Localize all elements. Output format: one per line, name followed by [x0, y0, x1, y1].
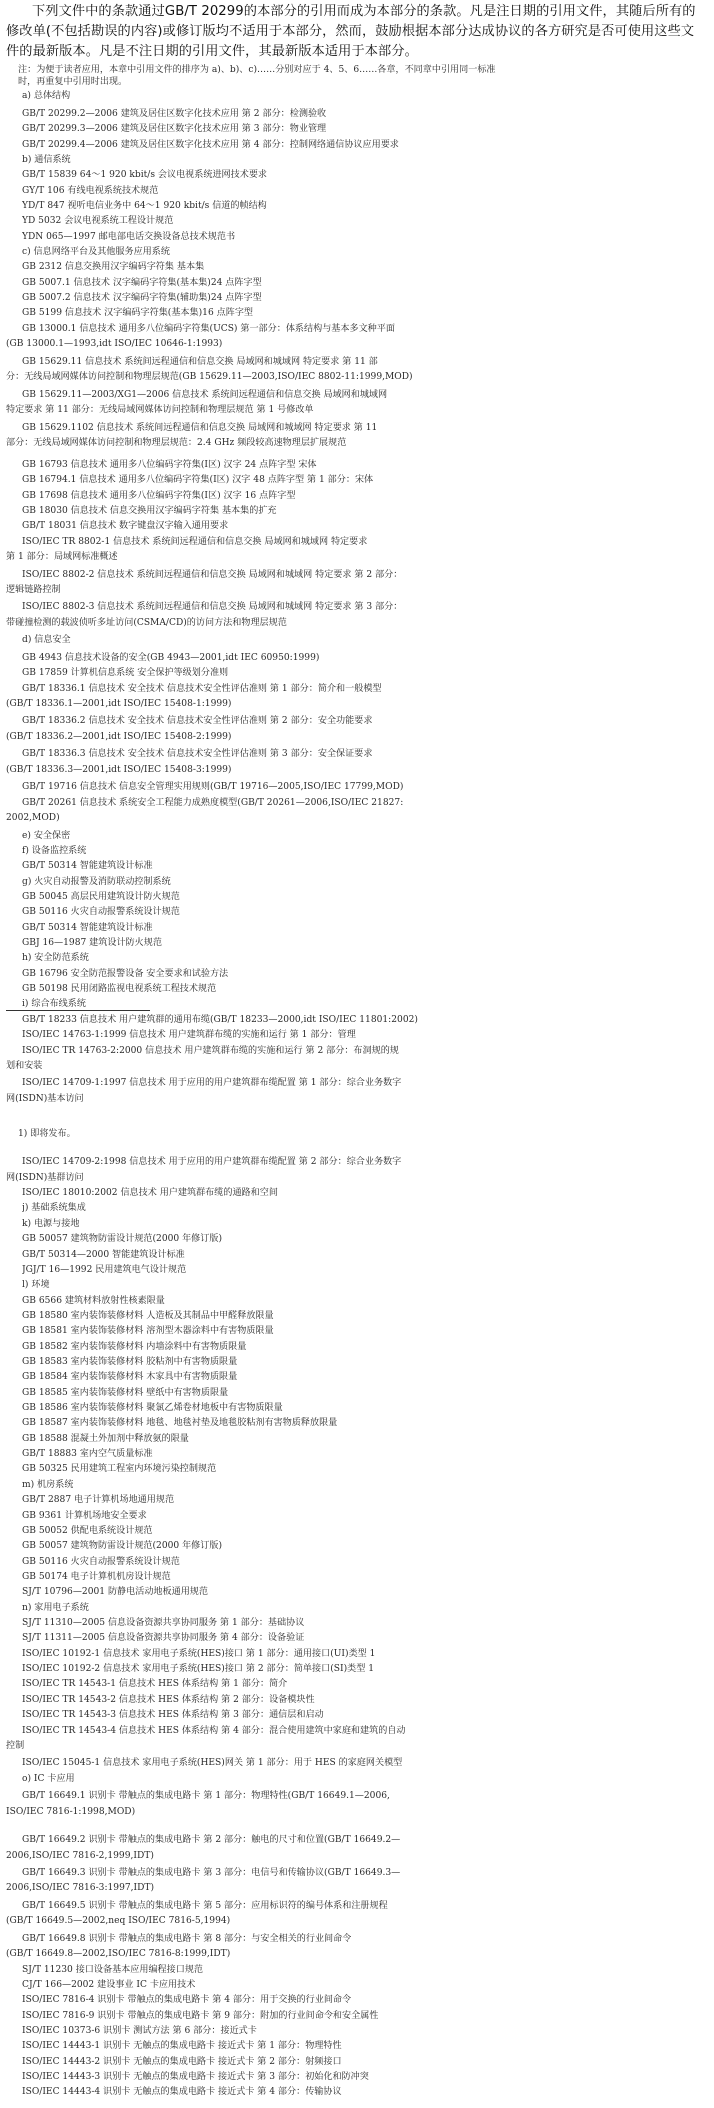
reference-line: GB 5007.1 信息技术 汉字编码字符集(基本集)24 点阵字型: [22, 278, 262, 288]
reference-line: GB 17698 信息技术 通用多八位编码字符集(Ⅰ区) 汉字 16 点阵字型: [22, 491, 296, 501]
reference-line: (GB/T 18336.1—2001,idt ISO/IEC 15408-1:1999): [6, 699, 232, 709]
reference-line: 部分：无线局域网媒体访问控制和物理层规范：2.4 GHz 频段较高速物理层扩展规范: [6, 438, 347, 448]
reference-line: GB/T 16649.8 识别卡 带触点的集成电路卡 第 8 部分：与安全相关的行业间命令: [22, 1934, 352, 1944]
reference-line: GB/T 50314 智能建筑设计标准: [22, 861, 153, 871]
reference-line: (GB/T 18336.2—2001,idt ISO/IEC 15408-2:1999): [6, 732, 232, 742]
reference-line: 划和安装: [6, 1061, 43, 1071]
reference-line: ISO/IEC 7816-4 识别卡 带触点的集成电路卡 第 4 部分：用于交换的行业间命令: [22, 1995, 352, 2005]
reference-line: 分：无线局域网媒体访问控制和物理层规范(GB 15629.11—2003,ISO/IEC 8802-11:1999,MOD): [6, 372, 413, 382]
reference-line: 2006,ISO/IEC 7816-2,1999,IDT): [6, 1851, 154, 1861]
reference-line: 2006,ISO/IEC 7816-3:1997,IDT): [6, 1883, 155, 1893]
reference-line: GB 50057 建筑物防雷设计规范(2000 年修订版): [22, 1234, 223, 1244]
reference-line: GB/T 20299.2—2006 建筑及居住区数字化技术应用 第 2 部分：检测验收: [22, 109, 327, 119]
reference-line: ISO/IEC TR 14543-4 信息技术 HES 体系结构 第 4 部分：混合使用建筑中家庭和建筑的自动: [22, 1726, 406, 1736]
reference-line: GB 18585 室内装饰装修材料 壁纸中有害物质限量: [22, 1388, 229, 1398]
reference-line: GB 18586 室内装饰装修材料 聚氯乙烯卷材地板中有害物质限量: [22, 1403, 283, 1413]
reference-line: GB/T 50314—2000 智能建筑设计标准: [22, 1250, 185, 1260]
reference-line: ISO/IEC 8802-2 信息技术 系统间远程通信和信息交换 局域网和城域网 特定要求 第 2 部分：: [22, 570, 403, 580]
footnote-rule: [6, 1010, 150, 1011]
intro-paragraph: [6, 2, 706, 62]
reference-line: GB/T 18031 信息技术 数字键盘汉字输入通用要求: [22, 521, 229, 531]
reference-line: ISO/IEC 8802-3 信息技术 系统间远程通信和信息交换 局域网和城域网 特定要求 第 3 部分：: [22, 602, 403, 612]
reference-line: 第 1 部分：局域网标准概述: [6, 552, 118, 562]
reference-line: ISO/IEC TR 14763-2:2000 信息技术 用户建筑群布缆的实施和运行 第 2 部分：布洞规的规: [22, 1046, 399, 1056]
reference-line: ISO/IEC 14443-3 识别卡 无触点的集成电路卡 接近式卡 第 3 部分：初始化和防冲突: [22, 2072, 369, 2082]
reference-line: GB 16793 信息技术 通用多八位编码字符集(Ⅰ区) 汉字 24 点阵字型 宋体: [22, 460, 317, 470]
reference-line: 1) 即将发布。: [18, 1129, 76, 1139]
reference-line: ISO/IEC 10373-6 识别卡 测试方法 第 6 部分：接近式卡: [22, 2026, 257, 2036]
reference-line: JGJ/T 16—1992 民用建筑电气设计规范: [22, 1265, 187, 1275]
reference-line: d) 信息安全: [22, 635, 71, 645]
reference-line: ISO/IEC 18010:2002 信息技术 用户建筑群布缆的通路和空间: [22, 1188, 278, 1198]
reference-line: ISO/IEC TR 14543-3 信息技术 HES 体系结构 第 3 部分：通信层和启动: [22, 1710, 324, 1720]
reference-line: YDN 065—1997 邮电部电话交换设备总技术规范书: [22, 232, 236, 242]
reference-line: (GB 13000.1—1993,idt ISO/IEC 10646-1:1993): [6, 339, 223, 349]
reference-line: GB 16794.1 信息技术 通用多八位编码字符集(Ⅰ区) 汉字 48 点阵字型 第 1 部分：宋体: [22, 475, 374, 485]
reference-line: CJ/T 166—2002 建设事业 IC 卡应用技术: [22, 1980, 196, 1990]
reference-line: GB 50174 电子计算机机房设计规范: [22, 1572, 171, 1582]
reference-line: h) 安全防范系统: [22, 953, 89, 963]
reference-line: GB 15629.11—2003/XG1—2006 信息技术 系统间远程通信和信息交换 局域网和城域网: [22, 390, 388, 400]
reference-line: ISO/IEC TR 8802-1 信息技术 系统间远程通信和信息交换 局域网和城域网 特定要求: [22, 537, 368, 547]
reference-line: GB/T 20261 信息技术 系统安全工程能力成熟度模型(GB/T 20261—2006,ISO/IEC 21827:: [22, 798, 404, 808]
reference-line: GB/T 16649.3 识别卡 带触点的集成电路卡 第 3 部分：电信号和传输协议(GB/T 16649.3—: [22, 1868, 401, 1878]
reference-line: GB 6566 建筑材料放射性核素限量: [22, 1296, 165, 1306]
reference-line: GB 18588 混凝土外加剂中释放氨的限量: [22, 1434, 189, 1444]
reference-line: m) 机房系统: [22, 1480, 74, 1490]
intro-text: 下列文件中的条款通过GB/T 20299的本部分的引用而成为本部分的条款。凡是注日期的引用文件，其随后所有的修改单(不包括勘误的内容)或修订版均不适用于本部分，然而，鼓励根据本部分达成协议的各方研究是否可使用这些文件的最新版本。凡是不注日期的引用文件，其最新版本适用于本部分。: [6, 4, 696, 59]
reference-line: GB 18583 室内装饰装修材料 胶粘剂中有害物质限量: [22, 1357, 238, 1367]
reference-line: (GB/T 16649.8—2002,ISO/IEC 7816-8:1999,IDT): [6, 1949, 231, 1959]
reference-line: GB/T 18336.3 信息技术 安全技术 信息技术安全性评估准则 第 3 部分：安全保证要求: [22, 749, 373, 759]
reference-line: SJ/T 11310—2005 信息设备资源共享协同服务 第 1 部分：基础协议: [22, 1618, 305, 1628]
reference-line: GB/T 18336.2 信息技术 安全技术 信息技术安全性评估准则 第 2 部分：安全功能要求: [22, 716, 373, 726]
reference-line: GB 9361 计算机场地安全要求: [22, 1511, 147, 1521]
reference-line: GB 15629.11 信息技术 系统间远程通信和信息交换 局域网和城域网 特定要求 第 11 部: [22, 357, 378, 367]
reference-line: GB 18581 室内装饰装修材料 溶剂型木器涂料中有害物质限量: [22, 1326, 274, 1336]
reference-line: GB/T 20299.4—2006 建筑及居住区数字化技术应用 第 4 部分：控制网络通信协议应用要求: [22, 140, 399, 150]
reference-line: GB 50198 民用闭路监视电视系统工程技术规范: [22, 984, 217, 994]
reference-line: f) 设备监控系统: [22, 846, 87, 856]
reference-line: GB/T 2887 电子计算机场地通用规范: [22, 1495, 175, 1505]
reference-line: SJ/T 11311—2005 信息设备资源共享协同服务 第 4 部分：设备验证: [22, 1633, 305, 1643]
reference-line: GB 50057 建筑物防雷设计规范(2000 年修订版): [22, 1541, 223, 1551]
reference-line: GB/T 18233 信息技术 用户建筑群的通用布缆(GB/T 18233—2000,idt ISO/IEC 11801:2002): [22, 1015, 418, 1025]
reference-line: a) 总体结构: [22, 91, 71, 101]
reference-line: (GB/T 16649.5—2002,neq ISO/IEC 7816-5,1994): [6, 1916, 231, 1926]
reference-line: GB 18587 室内装饰装修材料 地毯、地毯衬垫及地毯胶粘剂有害物质释放限量: [22, 1418, 338, 1428]
reference-line: ISO/IEC TR 14543-1 信息技术 HES 体系结构 第 1 部分：简介: [22, 1679, 288, 1689]
reference-line: GB/T 50314 智能建筑设计标准: [22, 923, 153, 933]
reference-line: n) 家用电子系统: [22, 1603, 89, 1613]
reference-line: 2002,MOD): [6, 813, 60, 823]
reference-line: SJ/T 11230 接口设备基本应用编程接口规范: [22, 1965, 204, 1975]
reference-line: GB 5199 信息技术 汉字编码字符集(基本集)16 点阵字型: [22, 308, 254, 318]
reference-line: SJ/T 10796—2001 防静电活动地板通用规范: [22, 1587, 208, 1597]
reference-line: GB 16796 安全防范报警设备 安全要求和试验方法: [22, 969, 229, 979]
reference-line: GB/T 16649.5 识别卡 带触点的集成电路卡 第 5 部分：应用标识符的编号体系和注册规程: [22, 1901, 388, 1911]
reference-line: 逻辑链路控制: [6, 585, 61, 595]
reference-line: GB 18584 室内装饰装修材料 木家具中有害物质限量: [22, 1372, 238, 1382]
reference-line: GB/T 20299.3—2006 建筑及居住区数字化技术应用 第 3 部分：物业管理: [22, 124, 327, 134]
reference-line: k) 电源与接地: [22, 1219, 80, 1229]
reference-line: GB 18580 室内装饰装修材料 人造板及其制品中甲醛释放限量: [22, 1311, 274, 1321]
reference-line: GB 17859 计算机信息系统 安全保护等级划分准则: [22, 668, 229, 678]
reference-line: ISO/IEC 14709-2:1998 信息技术 用于应用的用户建筑群布缆配置 第 2 部分：综合业务数字: [22, 1157, 402, 1167]
reference-line: 注：为便于读者应用，本章中引用文件的排序为 a)、b)、c)……分别对应于 4、5、6……各章，不同章中引用同一标准: [18, 65, 496, 75]
reference-line: ISO/IEC 10192-1 信息技术 家用电子系统(HES)接口 第 1 部分：通用接口(UI)类型 1: [22, 1649, 376, 1659]
reference-line: GB 50116 火灾自动报警系统设计规范: [22, 907, 180, 917]
reference-line: c) 信息网络平台及其他服务应用系统: [22, 247, 170, 257]
reference-line: GB 18582 室内装饰装修材料 内墙涂料中有害物质限量: [22, 1342, 247, 1352]
reference-line: ISO/IEC 14709-1:1997 信息技术 用于应用的用户建筑群布缆配置 第 1 部分：综合业务数字: [22, 1078, 402, 1088]
reference-line: l) 环境: [22, 1280, 50, 1290]
reference-line: g) 火灾自动报警及消防联动控制系统: [22, 877, 171, 887]
reference-line: ISO/IEC 7816-1:1998,MOD): [6, 1807, 136, 1817]
reference-line: ISO/IEC 14443-2 识别卡 无触点的集成电路卡 接近式卡 第 2 部分：射频接口: [22, 2057, 342, 2067]
reference-line: ISO/IEC 10192-2 信息技术 家用电子系统(HES)接口 第 2 部分：简单接口(SI)类型 1: [22, 1664, 374, 1674]
reference-line: GB/T 16649.2 识别卡 带触点的集成电路卡 第 2 部分：触电的尺寸和位置(GB/T 16649.2—: [22, 1835, 401, 1845]
reference-line: GB/T 15839 64～1 920 kbit/s 会议电视系统进网技术要求: [22, 170, 268, 180]
reference-line: YD/T 847 视听电信业务中 64～1 920 kbit/s 信道的帧结构: [22, 201, 267, 211]
reference-line: YD 5032 会议电视系统工程设计规范: [22, 216, 174, 226]
reference-line: ISO/IEC 14443-1 识别卡 无触点的集成电路卡 接近式卡 第 1 部分：物理特性: [22, 2041, 342, 2051]
reference-line: GB 15629.1102 信息技术 系统间远程通信和信息交换 局域网和城域网 特定要求 第 11: [22, 423, 378, 433]
reference-line: GB/T 16649.1 识别卡 带触点的集成电路卡 第 1 部分：物理特性(GB/T 16649.1—2006,: [22, 1791, 390, 1801]
reference-line: 网(ISDN)基群访问: [6, 1173, 84, 1183]
reference-line: e) 安全保密: [22, 831, 71, 841]
reference-line: GY/T 106 有线电视系统技术规范: [22, 186, 159, 196]
reference-line: 带碰撞检测的载波侦听多址访问(CSMA/CD)的访问方法和物理层规范: [6, 618, 287, 628]
reference-line: GB 18030 信息技术 信息交换用汉字编码字符集 基本集的扩充: [22, 506, 277, 516]
reference-line: ISO/IEC 14763-1:1999 信息技术 用户建筑群布缆的实施和运行 第 1 部分：管理: [22, 1030, 356, 1040]
reference-line: 特定要求 第 11 部分：无线局域网媒体访问控制和物理层规范 第 1 号修改单: [6, 405, 314, 415]
reference-line: ISO/IEC 14443-4 识别卡 无触点的集成电路卡 接近式卡 第 4 部分：传输协议: [22, 2087, 342, 2097]
reference-line: (GB/T 18336.3—2001,idt ISO/IEC 15408-3:1999): [6, 765, 232, 775]
reference-line: ISO/IEC 15045-1 信息技术 家用电子系统(HES)网关 第 1 部分：用于 HES 的家庭网关模型: [22, 1758, 403, 1768]
reference-line: GBJ 16—1987 建筑设计防火规范: [22, 938, 162, 948]
reference-line: 时，再重复中引用时出现。: [18, 77, 128, 87]
reference-line: 网(ISDN)基本访问: [6, 1094, 84, 1104]
reference-line: ISO/IEC TR 14543-2 信息技术 HES 体系结构 第 2 部分：设备模块性: [22, 1695, 315, 1705]
reference-line: j) 基础系统集成: [22, 1203, 86, 1213]
reference-line: GB/T 18883 室内空气质量标准: [22, 1449, 153, 1459]
reference-line: b) 通信系统: [22, 155, 71, 165]
reference-line: ISO/IEC 7816-9 识别卡 带触点的集成电路卡 第 9 部分：附加的行业间命令和安全属性: [22, 2011, 379, 2021]
reference-line: GB 50116 火灾自动报警系统设计规范: [22, 1557, 180, 1567]
reference-line: GB 50325 民用建筑工程室内环境污染控制规范: [22, 1464, 217, 1474]
reference-line: 控制: [6, 1741, 25, 1751]
reference-line: i) 综合布线系统: [22, 999, 86, 1009]
reference-line: o) IC 卡应用: [22, 1774, 75, 1784]
reference-line: GB 50045 高层民用建筑设计防火规范: [22, 892, 180, 902]
reference-line: GB/T 19716 信息技术 信息安全管理实用规则(GB/T 19716—2005,ISO/IEC 17799,MOD): [22, 782, 404, 792]
reference-line: GB 5007.2 信息技术 汉字编码字符集(辅助集)24 点阵字型: [22, 293, 262, 303]
reference-line: GB/T 18336.1 信息技术 安全技术 信息技术安全性评估准则 第 1 部分：简介和一般模型: [22, 684, 382, 694]
reference-line: GB 2312 信息交换用汉字编码字符集 基本集: [22, 262, 205, 272]
reference-line: GB 4943 信息技术设备的安全(GB 4943—2001,idt IEC 60950:1999): [22, 653, 320, 663]
reference-line: GB 13000.1 信息技术 通用多八位编码字符集(UCS) 第一部分：体系结构与基本多文种平面: [22, 324, 395, 334]
reference-line: GB 50052 供配电系统设计规范: [22, 1526, 153, 1536]
